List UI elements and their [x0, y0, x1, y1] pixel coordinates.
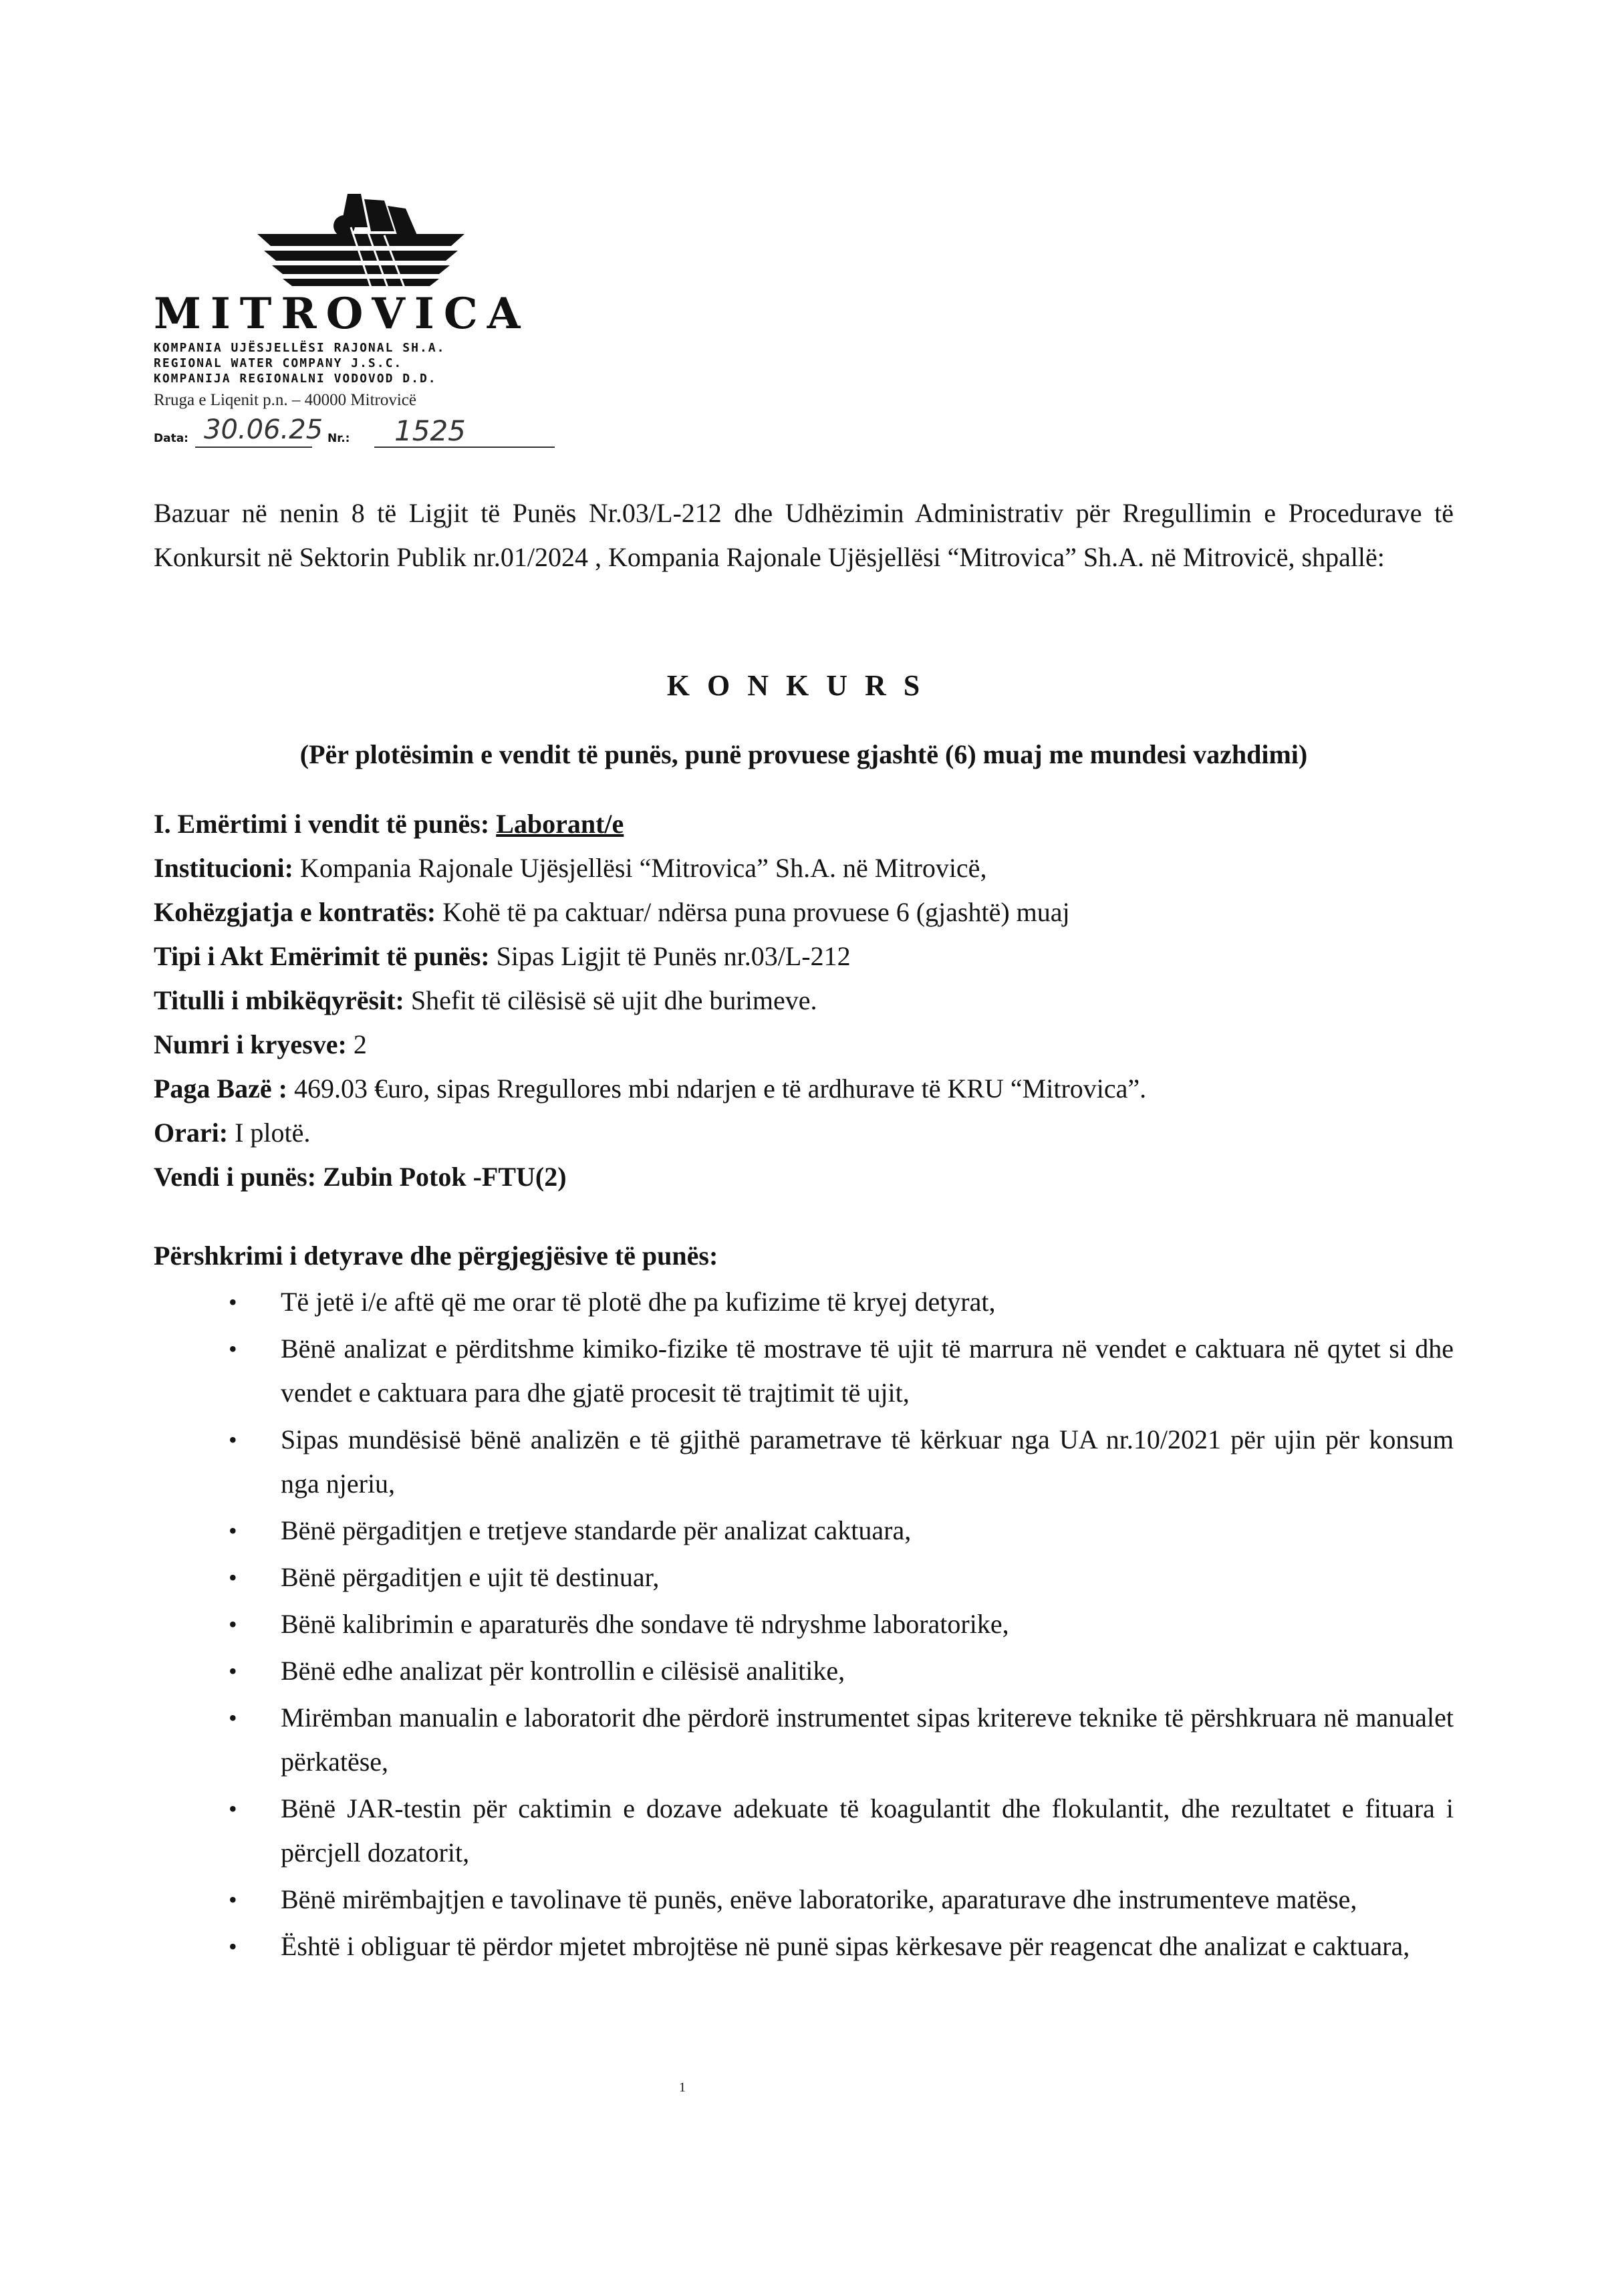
list-item	[207, 1787, 1454, 1875]
date-label: Data:	[154, 432, 188, 445]
list-item	[207, 1649, 1454, 1693]
date-underline	[195, 447, 312, 448]
detail-label: Tipi i Akt Emërimit të punës:	[154, 941, 490, 971]
job-details	[154, 802, 1454, 1199]
company-name-line-3: KOMPANIJA REGIONALNI VODOVOD D.D.	[154, 372, 437, 386]
bullet-icon: •	[229, 1658, 237, 1684]
bullet-icon: •	[229, 1933, 237, 1960]
intro-paragraph: Bazuar në nenin 8 të Ligjit të Punës Nr.03/L-212 dhe Udhëzimin Administrativ për Rregullimin e Procedurave të Konkursit në Sektorin Publik nr.01/2024 , Kompania Rajonale Ujësjellësi “Mitrovica” Sh.A. në Mitrovicë, shpallë:	[154, 498, 1454, 572]
number-value: 1525	[394, 414, 466, 447]
bullet-icon: •	[229, 1704, 237, 1731]
detail-value: Kohë të pa caktuar/ ndërsa puna provuese 6 (gjashtë) muaj	[442, 897, 1070, 927]
detail-executors	[154, 1023, 1454, 1067]
duties-list	[207, 1280, 1454, 1971]
detail-value: Zubin Potok -FTU(2)	[323, 1162, 567, 1192]
detail-label: Paga Bazë :	[154, 1073, 287, 1104]
detail-schedule	[154, 1111, 1454, 1155]
list-item	[207, 1602, 1454, 1646]
detail-duration	[154, 890, 1454, 934]
number-underline	[374, 447, 555, 448]
number-label: Nr.:	[327, 432, 350, 445]
detail-institution	[154, 846, 1454, 890]
duty-text: Bënë edhe analizat për kontrollin e cilësisë analitike,	[281, 1656, 845, 1686]
duty-text: Është i obliguar të përdor mjetet mbrojtëse në punë sipas kërkesave për reagencat dhe analizat e caktuara,	[281, 1931, 1410, 1961]
page-number: 1	[679, 2080, 686, 2095]
bullet-icon: •	[229, 1517, 237, 1544]
detail-value: Kompania Rajonale Ujësjellësi “Mitrovica” Sh.A. në Mitrovicë,	[299, 853, 987, 883]
detail-value: 2	[353, 1029, 367, 1059]
duty-text: Bënë mirëmbajtjen e tavolinave të punës, enëve laboratorike, aparaturave dhe instrumenteve matëse,	[281, 1884, 1357, 1914]
detail-label: Orari:	[154, 1118, 229, 1148]
duty-text: Bënë JAR-testin për caktimin e dozave adekuate të koagulantit dhe flokulantit, dhe rezultatet e fituara i përcjell dozatorit,	[281, 1793, 1454, 1868]
bullet-icon: •	[229, 1564, 237, 1591]
document-subheading: (Për plotësimin e vendit të punës, punë provuese gjashtë (6) muaj me mundesi vazhdimi)	[299, 739, 1308, 769]
list-item	[207, 1327, 1454, 1415]
bullet-icon: •	[229, 1795, 237, 1822]
list-item	[207, 1280, 1454, 1324]
duty-text: Bënë analizat e përditshme kimiko-fizike të mostrave të ujit të marrura në vendet e caktuara në qytet si dhe vendet e caktuara para dhe gjatë procesit të trajtimit të ujit,	[281, 1333, 1454, 1408]
detail-value: Laborant/e	[496, 809, 624, 839]
document-heading: KONKURS	[666, 669, 938, 702]
detail-value: I plotë.	[235, 1118, 311, 1148]
list-item	[207, 1418, 1454, 1506]
list-item	[207, 1924, 1454, 1968]
date-number-row	[154, 414, 555, 455]
company-address: Rruga e Liqenit p.n. – 40000 Mitrovicë	[154, 391, 416, 409]
duty-text: Mirëmban manualin e laboratorit dhe përdorë instrumentet sipas kritereve teknike të përshkruara në manualet përkatëse,	[281, 1702, 1454, 1777]
list-item	[207, 1509, 1454, 1553]
detail-position	[154, 802, 1454, 846]
company-name-line-1: KOMPANIA UJËSJELLËSI RAJONAL SH.A.	[154, 341, 446, 355]
list-item	[207, 1696, 1454, 1784]
list-item	[207, 1555, 1454, 1600]
detail-value: Sipas Ligjit të Punës nr.03/L-212	[496, 941, 851, 971]
detail-salary	[154, 1067, 1454, 1111]
duty-text: Bënë përgaditjen e ujit të destinuar,	[281, 1562, 660, 1592]
duty-text: Bënë kalibrimin e aparaturës dhe sondave të ndryshme laboratorike,	[281, 1609, 1009, 1639]
detail-label: Vendi i punës:	[154, 1162, 317, 1192]
detail-label: Titulli i mbikëqyrësit:	[154, 985, 404, 1015]
duty-text: Bënë përgaditjen e tretjeve standarde për analizat caktuara,	[281, 1515, 912, 1545]
detail-label: I. Emërtimi i vendit të punës:	[154, 809, 490, 839]
detail-act-type	[154, 934, 1454, 979]
bullet-icon: •	[229, 1426, 237, 1453]
bullet-icon: •	[229, 1335, 237, 1362]
duty-text: Sipas mundësisë bënë analizën e të gjithë parametrave të kërkuar nga UA nr.10/2021 për ujin për konsum nga njeriu,	[281, 1424, 1454, 1499]
detail-location	[154, 1155, 1454, 1199]
duties-title: Përshkrimi i detyrave dhe përgjegjësive të punës:	[154, 1241, 718, 1271]
detail-value: 469.03 €uro, sipas Rregullores mbi ndarjen e të ardhurave të KRU “Mitrovica”.	[293, 1073, 1147, 1104]
duty-text: Të jetë i/e aftë që me orar të plotë dhe pa kufizime të kryej detyrat,	[281, 1287, 996, 1317]
bullet-icon: •	[229, 1886, 237, 1913]
list-item	[207, 1878, 1454, 1922]
detail-value: Shefit të cilësisë së ujit dhe burimeve.	[410, 985, 817, 1015]
company-name-line-2: REGIONAL WATER COMPANY J.S.C.	[154, 356, 403, 370]
bullet-icon: •	[229, 1611, 237, 1638]
date-value: 30.06.25	[204, 414, 323, 445]
detail-label: Kohëzgjatja e kontratës:	[154, 897, 436, 927]
company-logo-name: MITROVICA	[154, 289, 530, 339]
company-logo-icon	[251, 187, 471, 294]
detail-supervisor	[154, 979, 1454, 1023]
detail-label: Institucioni:	[154, 853, 293, 883]
bullet-icon: •	[229, 1289, 237, 1315]
detail-label: Numri i kryesve:	[154, 1029, 347, 1059]
